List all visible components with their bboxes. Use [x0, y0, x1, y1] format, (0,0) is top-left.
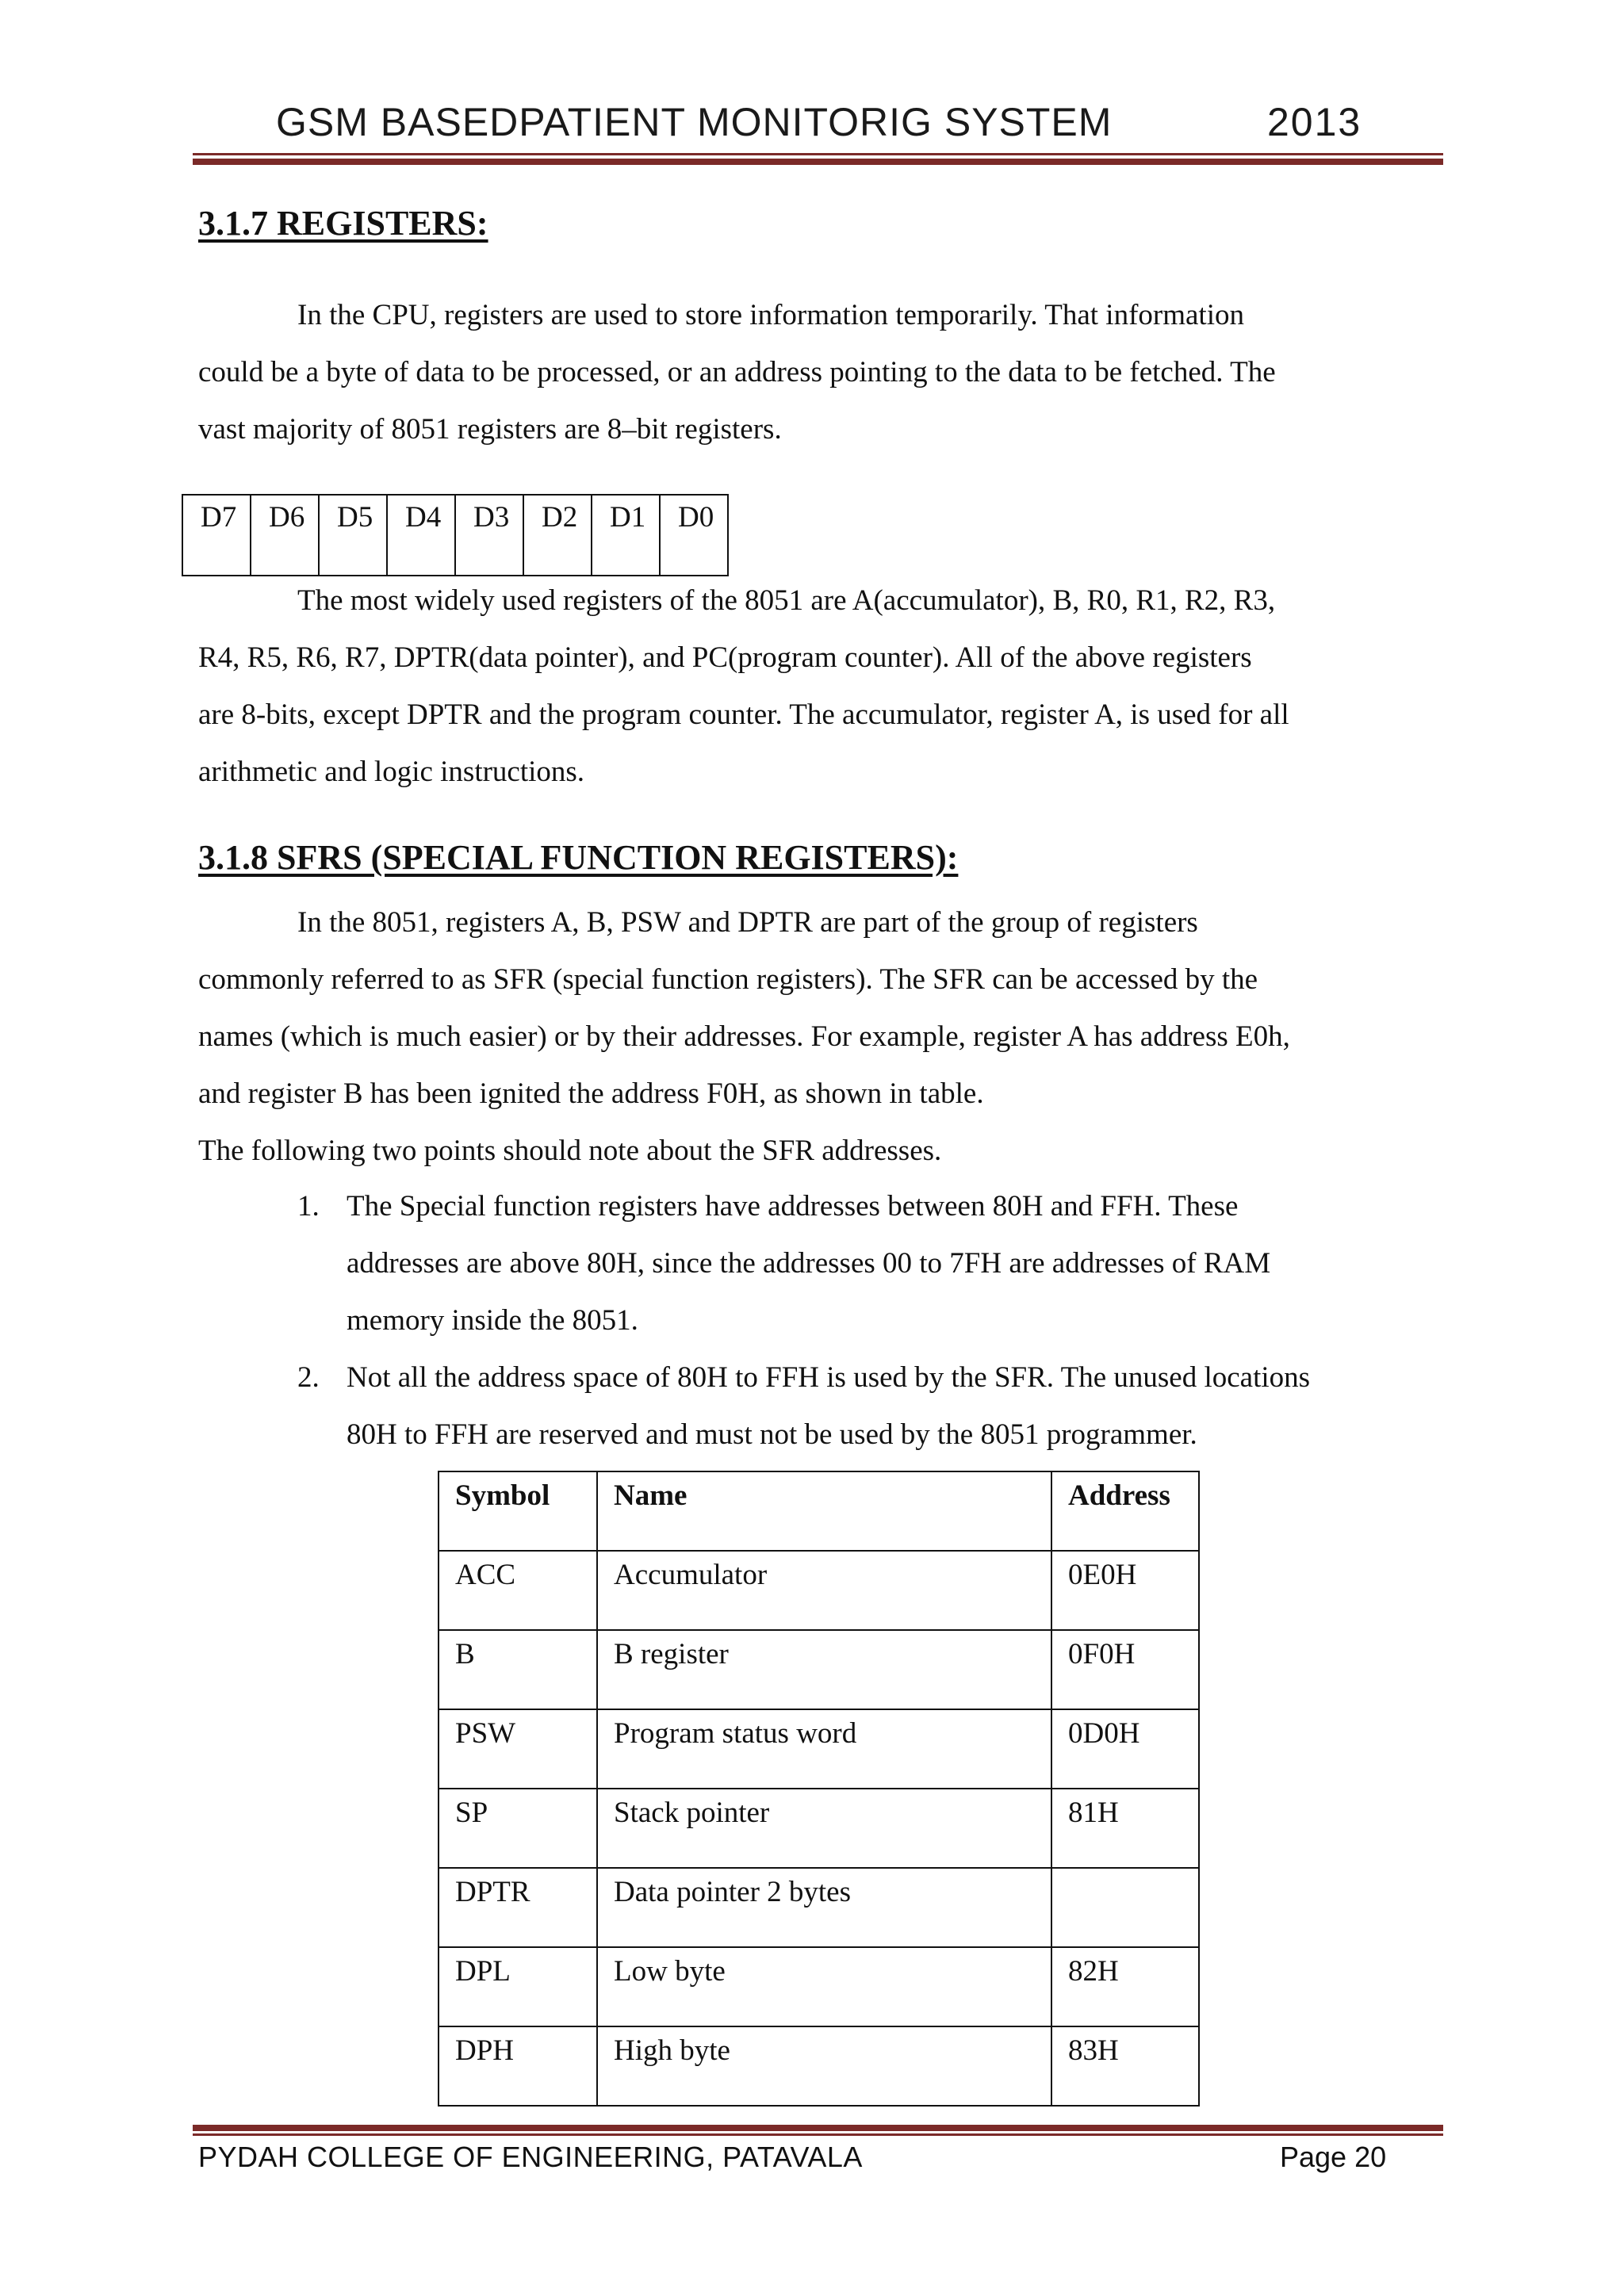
- table-cell: 82H: [1051, 1947, 1199, 2026]
- text-line: addresses are above 80H, since the addresses 00 to 7FH are addresses of RAM: [347, 1247, 1271, 1280]
- text-line: could be a byte of data to be processed, or an address pointing to the data to be fetched. The: [198, 356, 1276, 388]
- table-cell: 83H: [1051, 2026, 1199, 2106]
- text-line: 80H to FFH are reserved and must not be used by the 8051 programmer.: [347, 1418, 1197, 1451]
- table-header-row: [439, 1471, 1199, 1551]
- bit-cell: D0: [660, 495, 728, 576]
- sfr-table: [438, 1471, 1200, 2107]
- sfr-points-list: [297, 1178, 1437, 1464]
- list-item: [297, 1349, 1437, 1464]
- table-row: [439, 1868, 1199, 1947]
- bit-cell: D6: [251, 495, 319, 576]
- text-line: Not all the address space of 80H to FFH is used by the SFR. The unused locations: [347, 1361, 1311, 1394]
- bit-cell: D5: [319, 495, 387, 576]
- text-line: commonly referred to as SFR (special function registers). The SFR can be accessed by the: [198, 963, 1258, 996]
- text-line: The Special function registers have addresses between 80H and FFH. These: [347, 1190, 1239, 1223]
- table-row: [439, 1551, 1199, 1630]
- table-cell: DPH: [439, 2026, 597, 2106]
- table-cell: 0F0H: [1051, 1630, 1199, 1709]
- table-row: [439, 2026, 1199, 2106]
- text-line: are 8-bits, except DPTR and the program counter. The accumulator, register A, is used for all: [198, 698, 1289, 731]
- table-cell: B: [439, 1630, 597, 1709]
- list-item-number: 2.: [297, 1361, 320, 1394]
- header-rule-thin: [193, 153, 1443, 155]
- table-cell: DPTR: [439, 1868, 597, 1947]
- registers-paragraph-1: [198, 287, 1435, 458]
- column-header-symbol: Symbol: [439, 1471, 597, 1551]
- running-header-title: GSM BASEDPATIENT MONITORIG SYSTEM: [276, 100, 1113, 144]
- table-cell: Data pointer 2 bytes: [597, 1868, 1051, 1947]
- table-cell: SP: [439, 1789, 597, 1868]
- text-line: vast majority of 8051 registers are 8–bit registers.: [198, 413, 782, 446]
- header-rule-thick: [193, 159, 1443, 165]
- table-row: [439, 1789, 1199, 1868]
- text-line: R4, R5, R6, R7, DPTR(data pointer), and PC(program counter). All of the above registers: [198, 641, 1252, 674]
- table-row: [439, 1709, 1199, 1789]
- table-cell: Accumulator: [597, 1551, 1051, 1630]
- table-cell: Program status word: [597, 1709, 1051, 1789]
- footer-rule-thin: [193, 2133, 1443, 2136]
- table-cell: PSW: [439, 1709, 597, 1789]
- table-cell: DPL: [439, 1947, 597, 2026]
- column-header-address: Address: [1051, 1471, 1199, 1551]
- section-heading-sfrs: 3.1.8 SFRS (SPECIAL FUNCTION REGISTERS):: [198, 838, 959, 877]
- list-item-number: 1.: [297, 1190, 320, 1223]
- running-header-year: 2013: [1267, 100, 1362, 144]
- bit-cell: D1: [592, 495, 660, 576]
- sfr-paragraph-1: [198, 894, 1435, 1180]
- table-cell: B register: [597, 1630, 1051, 1709]
- table-cell: [1051, 1868, 1199, 1947]
- table-cell: Stack pointer: [597, 1789, 1051, 1868]
- text-line: The most widely used registers of the 8051 are A(accumulator), B, R0, R1, R2, R3,: [297, 584, 1276, 617]
- column-header-name: Name: [597, 1471, 1051, 1551]
- text-line: and register B has been ignited the address F0H, as shown in table.: [198, 1077, 984, 1110]
- table-cell: High byte: [597, 2026, 1051, 2106]
- footer-rule-thick: [193, 2125, 1443, 2131]
- bit-cell: D3: [455, 495, 523, 576]
- bit-cell: D2: [523, 495, 592, 576]
- text-line: names (which is much easier) or by their addresses. For example, register A has address E0h,: [198, 1020, 1290, 1053]
- table-cell: Low byte: [597, 1947, 1051, 2026]
- footer-college: PYDAH COLLEGE OF ENGINEERING, PATAVALA: [198, 2141, 863, 2173]
- list-item: [297, 1178, 1437, 1349]
- text-line: memory inside the 8051.: [347, 1304, 638, 1337]
- text-line: arithmetic and logic instructions.: [198, 756, 585, 788]
- sfr-paragraph-2: The following two points should note about the SFR addresses.: [198, 1135, 942, 1167]
- section-heading-registers: 3.1.7 REGISTERS:: [198, 204, 488, 243]
- text-line: In the 8051, registers A, B, PSW and DPTR are part of the group of registers: [297, 906, 1198, 939]
- bit-cell: D4: [387, 495, 455, 576]
- table-cell: 0D0H: [1051, 1709, 1199, 1789]
- footer-page-number: Page 20: [1280, 2141, 1387, 2173]
- table-cell: 0E0H: [1051, 1551, 1199, 1630]
- table-cell: ACC: [439, 1551, 597, 1630]
- registers-paragraph-2: [198, 572, 1435, 801]
- table-cell: 81H: [1051, 1789, 1199, 1868]
- text-line: In the CPU, registers are used to store information temporarily. That information: [297, 299, 1244, 331]
- table-row: [439, 1630, 1199, 1709]
- register-bit-table: [182, 494, 729, 576]
- table-row: [439, 1947, 1199, 2026]
- bit-cell: D7: [182, 495, 251, 576]
